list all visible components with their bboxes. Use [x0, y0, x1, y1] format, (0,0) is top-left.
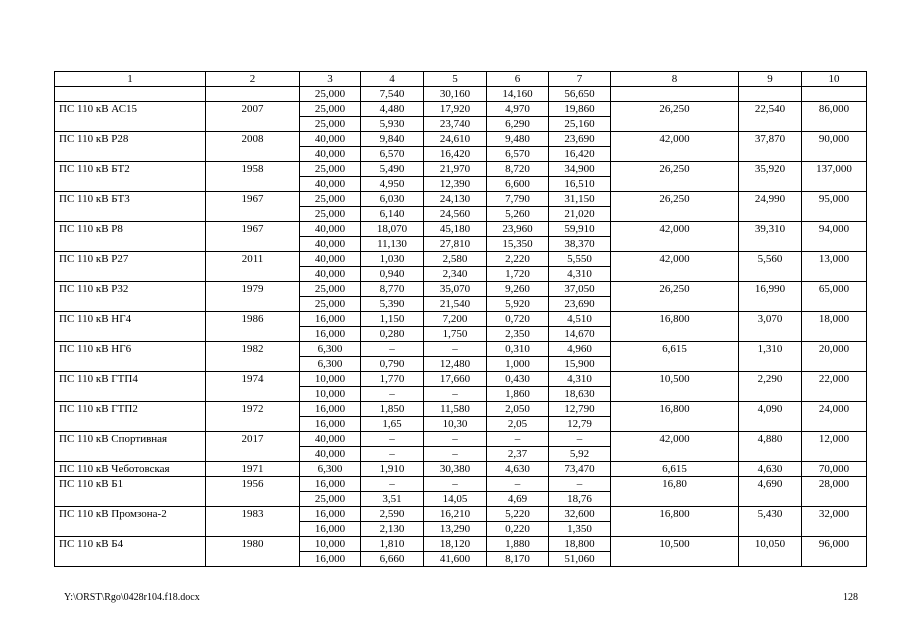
cell-col9: 2,290	[739, 372, 802, 402]
cell-col10: 70,000	[802, 462, 867, 477]
cell-power: 25,000	[300, 297, 361, 312]
cell-value: –	[424, 447, 487, 462]
cell-power: 40,000	[300, 177, 361, 192]
commission-year: 2007	[206, 102, 300, 132]
header-cell: 3	[300, 72, 361, 87]
cell-value: –	[424, 477, 487, 492]
commission-year: 2011	[206, 252, 300, 282]
cell-value: 41,600	[424, 552, 487, 567]
cell-power: 10,000	[300, 387, 361, 402]
cell-power: 16,000	[300, 507, 361, 522]
substation-name: ПС 110 кВ Р8	[55, 222, 206, 252]
cell-value: 4,310	[549, 267, 611, 282]
cell-value: 2,37	[487, 447, 549, 462]
cell-power: 40,000	[300, 237, 361, 252]
cell-value: 6,290	[487, 117, 549, 132]
cell-value: 17,660	[424, 372, 487, 387]
substation-name: ПС 110 кВ Р27	[55, 252, 206, 282]
cell-col10: 12,000	[802, 432, 867, 462]
cell-value: 24,610	[424, 132, 487, 147]
empty-cell	[55, 87, 206, 102]
header-cell: 2	[206, 72, 300, 87]
cell-value: 4,950	[361, 177, 424, 192]
cell-value: 30,380	[424, 462, 487, 477]
substation-name: ПС 110 кВ ГТП2	[55, 402, 206, 432]
cell-col9: 4,880	[739, 432, 802, 462]
cell-col8: 42,000	[611, 252, 739, 282]
empty-cell	[206, 87, 300, 102]
cell-power: 40,000	[300, 432, 361, 447]
cell-col9: 4,630	[739, 462, 802, 477]
table-row	[55, 462, 867, 477]
cell-value: 1,350	[549, 522, 611, 537]
substation-name: ПС 110 кВ Чеботовская	[55, 462, 206, 477]
cell-power: 16,000	[300, 522, 361, 537]
cell-value: –	[487, 477, 549, 492]
cell-power: 25,000	[300, 102, 361, 117]
cell-value: 24,130	[424, 192, 487, 207]
cell-value: 2,050	[487, 402, 549, 417]
cell-power: 10,000	[300, 537, 361, 552]
cell-value: 4,960	[549, 342, 611, 357]
cell-col9: 4,690	[739, 477, 802, 507]
cell-value: 21,020	[549, 207, 611, 222]
cell-value: 32,600	[549, 507, 611, 522]
cell-power: 16,000	[300, 312, 361, 327]
cell-col8: 42,000	[611, 222, 739, 252]
cell-value: 23,740	[424, 117, 487, 132]
cell-value: 13,290	[424, 522, 487, 537]
substation-name: ПС 110 кВ НГ4	[55, 312, 206, 342]
cell-value: 12,790	[549, 402, 611, 417]
cell-value: 19,860	[549, 102, 611, 117]
table-row	[55, 282, 867, 297]
cell-value: 37,050	[549, 282, 611, 297]
cell-col9: 5,430	[739, 507, 802, 537]
cell-col9: 16,990	[739, 282, 802, 312]
cell-value: 4,970	[487, 102, 549, 117]
cell-power: 16,000	[300, 402, 361, 417]
cell-col9: 10,050	[739, 537, 802, 567]
cell-value: 1,000	[487, 357, 549, 372]
header-cell: 7	[549, 72, 611, 87]
cell-value: 2,05	[487, 417, 549, 432]
cell-value: 9,480	[487, 132, 549, 147]
cell-value: 1,910	[361, 462, 424, 477]
cell-value: 23,690	[549, 132, 611, 147]
commission-year: 1958	[206, 162, 300, 192]
cell-value: 8,170	[487, 552, 549, 567]
data-table	[54, 71, 867, 567]
table-row	[55, 222, 867, 237]
cell-value: 31,150	[549, 192, 611, 207]
table-row	[55, 192, 867, 207]
cell-col10: 32,000	[802, 507, 867, 537]
cell-value: 14,160	[487, 87, 549, 102]
cell-power: 16,000	[300, 417, 361, 432]
cell-power: 40,000	[300, 252, 361, 267]
cell-value: 12,79	[549, 417, 611, 432]
cell-value: –	[361, 447, 424, 462]
table-row	[55, 507, 867, 522]
footer-file-path: Y:\ORST\Rgo\0428r104.f18.docx	[64, 592, 200, 603]
cell-value: 34,900	[549, 162, 611, 177]
cell-value: 45,180	[424, 222, 487, 237]
cell-value: 0,280	[361, 327, 424, 342]
empty-cell	[611, 87, 739, 102]
cell-value: 14,05	[424, 492, 487, 507]
cell-col10: 24,000	[802, 402, 867, 432]
cell-value: 6,600	[487, 177, 549, 192]
empty-cell	[739, 87, 802, 102]
cell-col10: 20,000	[802, 342, 867, 372]
cell-col9: 35,920	[739, 162, 802, 192]
cell-col10: 65,000	[802, 282, 867, 312]
cell-value: 0,940	[361, 267, 424, 282]
cell-value: 2,590	[361, 507, 424, 522]
cell-col8: 16,800	[611, 402, 739, 432]
cell-value: 73,470	[549, 462, 611, 477]
cell-col10: 90,000	[802, 132, 867, 162]
cell-value: 18,800	[549, 537, 611, 552]
cell-power: 40,000	[300, 267, 361, 282]
cell-value: 8,720	[487, 162, 549, 177]
cell-value: 51,060	[549, 552, 611, 567]
cell-value: 2,350	[487, 327, 549, 342]
cell-col8: 26,250	[611, 102, 739, 132]
cell-power: 6,300	[300, 342, 361, 357]
cell-value: 0,220	[487, 522, 549, 537]
cell-col9: 22,540	[739, 102, 802, 132]
cell-value: 16,420	[549, 147, 611, 162]
cell-value: 25,160	[549, 117, 611, 132]
table-body	[55, 72, 867, 567]
cell-value: 7,790	[487, 192, 549, 207]
cell-col9: 1,310	[739, 342, 802, 372]
cell-col8: 16,800	[611, 312, 739, 342]
substation-name: ПС 110 кВ ГТП4	[55, 372, 206, 402]
cell-value: 4,310	[549, 372, 611, 387]
cell-value: 1,860	[487, 387, 549, 402]
commission-year: 1986	[206, 312, 300, 342]
commission-year: 1971	[206, 462, 300, 477]
cell-value: 1,030	[361, 252, 424, 267]
cell-value: 11,580	[424, 402, 487, 417]
header-cell: 6	[487, 72, 549, 87]
cell-col10: 86,000	[802, 102, 867, 132]
table-row	[55, 402, 867, 417]
cell-value: 1,810	[361, 537, 424, 552]
cell-col8: 42,000	[611, 432, 739, 462]
cell-value: 21,540	[424, 297, 487, 312]
cell-value: 0,790	[361, 357, 424, 372]
cell-col8: 26,250	[611, 192, 739, 222]
cell-value: 11,130	[361, 237, 424, 252]
header-row	[55, 72, 867, 87]
cell-value: –	[361, 342, 424, 357]
cell-value: 6,570	[361, 147, 424, 162]
cell-power: 6,300	[300, 462, 361, 477]
substation-name: ПС 110 кВ БТ2	[55, 162, 206, 192]
commission-year: 2017	[206, 432, 300, 462]
cell-value: 23,960	[487, 222, 549, 237]
cell-col8: 6,615	[611, 342, 739, 372]
commission-year: 1979	[206, 282, 300, 312]
commission-year: 1974	[206, 372, 300, 402]
table-row	[55, 342, 867, 357]
substation-name: ПС 110 кВ Промзона-2	[55, 507, 206, 537]
cell-power: 16,000	[300, 327, 361, 342]
cell-power: 25,000	[300, 87, 361, 102]
cell-value: 1,850	[361, 402, 424, 417]
cell-value: 16,510	[549, 177, 611, 192]
cell-value: 2,130	[361, 522, 424, 537]
cell-col8: 10,500	[611, 537, 739, 567]
cell-value: 5,920	[487, 297, 549, 312]
cell-value: 5,92	[549, 447, 611, 462]
header-cell: 4	[361, 72, 424, 87]
table-row	[55, 102, 867, 117]
cell-value: 15,350	[487, 237, 549, 252]
cell-value: 1,65	[361, 417, 424, 432]
cell-power: 25,000	[300, 117, 361, 132]
cell-power: 10,000	[300, 372, 361, 387]
cell-value: 9,260	[487, 282, 549, 297]
cell-col10: 22,000	[802, 372, 867, 402]
commission-year: 1980	[206, 537, 300, 567]
cell-value: 15,900	[549, 357, 611, 372]
empty-cell	[802, 87, 867, 102]
substation-name: ПС 110 кВ Р28	[55, 132, 206, 162]
cell-value: –	[361, 387, 424, 402]
table-row	[55, 537, 867, 552]
table-row	[55, 252, 867, 267]
cell-value: 24,560	[424, 207, 487, 222]
cell-value: 8,770	[361, 282, 424, 297]
cell-value: 4,69	[487, 492, 549, 507]
cell-value: 59,910	[549, 222, 611, 237]
continuation-row	[55, 87, 867, 102]
cell-power: 25,000	[300, 162, 361, 177]
header-cell: 1	[55, 72, 206, 87]
table-row	[55, 477, 867, 492]
cell-value: 14,670	[549, 327, 611, 342]
cell-value: –	[487, 432, 549, 447]
cell-value: 56,650	[549, 87, 611, 102]
cell-col10: 28,000	[802, 477, 867, 507]
cell-value: 27,810	[424, 237, 487, 252]
cell-value: 7,200	[424, 312, 487, 327]
cell-value: 16,420	[424, 147, 487, 162]
table-row	[55, 372, 867, 387]
cell-value: 4,510	[549, 312, 611, 327]
cell-value: 1,770	[361, 372, 424, 387]
cell-value: 3,51	[361, 492, 424, 507]
header-cell: 9	[739, 72, 802, 87]
cell-value: 6,660	[361, 552, 424, 567]
cell-col8: 26,250	[611, 162, 739, 192]
cell-value: 18,070	[361, 222, 424, 237]
cell-value: 5,390	[361, 297, 424, 312]
cell-col9: 37,870	[739, 132, 802, 162]
cell-value: 2,220	[487, 252, 549, 267]
cell-value: 38,370	[549, 237, 611, 252]
cell-value: 12,390	[424, 177, 487, 192]
cell-col9: 4,090	[739, 402, 802, 432]
cell-value: 5,550	[549, 252, 611, 267]
cell-power: 40,000	[300, 222, 361, 237]
cell-value: 0,310	[487, 342, 549, 357]
cell-value: 5,260	[487, 207, 549, 222]
cell-value: –	[424, 342, 487, 357]
cell-col10: 95,000	[802, 192, 867, 222]
cell-value: 6,140	[361, 207, 424, 222]
substation-name: ПС 110 кВ АС15	[55, 102, 206, 132]
cell-value: 1,720	[487, 267, 549, 282]
cell-value: –	[549, 477, 611, 492]
cell-col8: 6,615	[611, 462, 739, 477]
cell-power: 40,000	[300, 447, 361, 462]
cell-col10: 18,000	[802, 312, 867, 342]
cell-value: 12,480	[424, 357, 487, 372]
cell-power: 40,000	[300, 147, 361, 162]
commission-year: 1972	[206, 402, 300, 432]
cell-value: 5,220	[487, 507, 549, 522]
cell-value: –	[549, 432, 611, 447]
cell-col8: 16,800	[611, 507, 739, 537]
table-row	[55, 312, 867, 327]
cell-col8: 42,000	[611, 132, 739, 162]
cell-value: –	[424, 432, 487, 447]
cell-value: 10,30	[424, 417, 487, 432]
table-row	[55, 132, 867, 147]
substation-name: ПС 110 кВ НГ6	[55, 342, 206, 372]
cell-power: 40,000	[300, 132, 361, 147]
cell-value: 17,920	[424, 102, 487, 117]
cell-col8: 26,250	[611, 282, 739, 312]
cell-value: 18,630	[549, 387, 611, 402]
substation-name: ПС 110 кВ Р32	[55, 282, 206, 312]
cell-col9: 5,560	[739, 252, 802, 282]
cell-value: 2,340	[424, 267, 487, 282]
cell-value: –	[361, 477, 424, 492]
table-row	[55, 432, 867, 447]
cell-power: 6,300	[300, 357, 361, 372]
cell-value: 30,160	[424, 87, 487, 102]
cell-value: 1,150	[361, 312, 424, 327]
cell-value: 18,76	[549, 492, 611, 507]
cell-value: 1,750	[424, 327, 487, 342]
cell-value: 4,630	[487, 462, 549, 477]
cell-col10: 96,000	[802, 537, 867, 567]
cell-value: –	[361, 432, 424, 447]
header-cell: 10	[802, 72, 867, 87]
commission-year: 1983	[206, 507, 300, 537]
cell-power: 16,000	[300, 477, 361, 492]
cell-value: 16,210	[424, 507, 487, 522]
substation-name: ПС 110 кВ Б4	[55, 537, 206, 567]
footer-page-number: 128	[843, 592, 858, 603]
substation-name: ПС 110 кВ Спортивная	[55, 432, 206, 462]
cell-col9: 3,070	[739, 312, 802, 342]
commission-year: 1967	[206, 192, 300, 222]
cell-col8: 10,500	[611, 372, 739, 402]
cell-power: 25,000	[300, 192, 361, 207]
substation-name: ПС 110 кВ БТ3	[55, 192, 206, 222]
cell-value: 0,720	[487, 312, 549, 327]
cell-value: 5,490	[361, 162, 424, 177]
cell-col10: 13,000	[802, 252, 867, 282]
cell-col8: 16,80	[611, 477, 739, 507]
substation-name: ПС 110 кВ Б1	[55, 477, 206, 507]
cell-value: 2,580	[424, 252, 487, 267]
commission-year: 1982	[206, 342, 300, 372]
cell-power: 25,000	[300, 492, 361, 507]
commission-year: 1967	[206, 222, 300, 252]
cell-col9: 39,310	[739, 222, 802, 252]
cell-value: 6,570	[487, 147, 549, 162]
cell-value: –	[424, 387, 487, 402]
cell-value: 6,030	[361, 192, 424, 207]
cell-value: 35,070	[424, 282, 487, 297]
cell-value: 1,880	[487, 537, 549, 552]
cell-value: 9,840	[361, 132, 424, 147]
cell-value: 7,540	[361, 87, 424, 102]
header-cell: 5	[424, 72, 487, 87]
cell-value: 18,120	[424, 537, 487, 552]
cell-power: 25,000	[300, 207, 361, 222]
cell-power: 25,000	[300, 282, 361, 297]
commission-year: 1956	[206, 477, 300, 507]
header-cell: 8	[611, 72, 739, 87]
cell-col10: 94,000	[802, 222, 867, 252]
cell-col10: 137,000	[802, 162, 867, 192]
cell-value: 23,690	[549, 297, 611, 312]
cell-power: 16,000	[300, 552, 361, 567]
cell-value: 5,930	[361, 117, 424, 132]
table-row	[55, 162, 867, 177]
cell-value: 0,430	[487, 372, 549, 387]
cell-col9: 24,990	[739, 192, 802, 222]
commission-year: 2008	[206, 132, 300, 162]
cell-value: 4,480	[361, 102, 424, 117]
cell-value: 21,970	[424, 162, 487, 177]
